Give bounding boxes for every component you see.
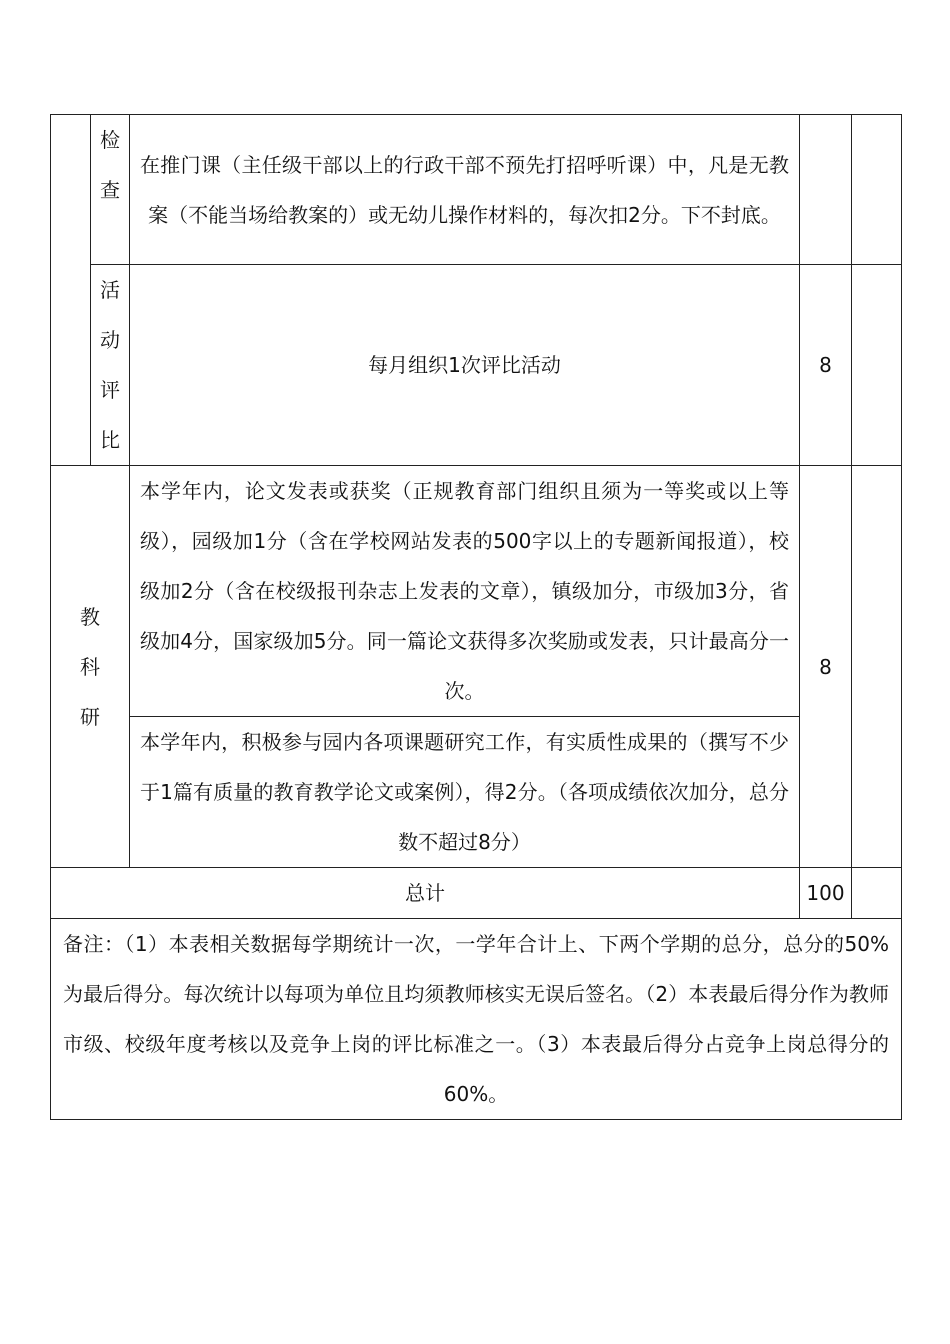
label-char: 教 [80,604,100,629]
total-score: 100 [800,868,852,919]
activity-label [91,265,130,466]
inspection-row [51,115,902,265]
total-row [51,868,902,919]
label-char: 评 [100,378,120,402]
category-cell-continued [51,115,91,466]
label-char: 比 [100,428,120,452]
research-row-1 [51,466,902,717]
note-row [51,919,902,1120]
research-remark [852,466,902,868]
activity-score: 8 [800,265,852,466]
label-char: 动 [100,328,120,352]
research-content-2: 本学年内，积极参与园内各项课题研究工作，有实质性成果的（撰写不少于1篇有质量的教育教学论文或案例），得2分。（各项成绩依次加分，总分数不超过8分） [130,717,800,868]
inspection-remark [852,115,902,265]
activity-row [51,265,902,466]
total-remark [852,868,902,919]
research-row-2 [51,717,902,868]
inspection-content: 在推门课（主任级干部以上的行政干部不预先打招呼听课）中，凡是无教案（不能当场给教案的）或无幼儿操作材料的，每次扣2分。下不封底。 [130,115,800,265]
activity-remark [852,265,902,466]
label-char: 科 [80,654,100,679]
total-label: 总计 [51,868,800,919]
evaluation-table [50,114,902,1120]
research-label [51,466,130,868]
research-score: 8 [800,466,852,868]
activity-content: 每月组织1次评比活动 [130,265,800,466]
label-char: 研 [80,704,100,729]
label-char: 查 [100,178,120,202]
inspection-label [91,115,130,265]
label-char: 检 [100,128,120,152]
research-content-1: 本学年内，论文发表或获奖（正规教育部门组织且须为一等奖或以上等级），园级加1分（含在学校网站发表的500字以上的专题新闻报道），校级加2分（含在校级报刊杂志上发表的文章），镇级加分，市级加3分，省级加4分，国家级加5分。同一篇论文获得多次奖励或发表，只计最高分一次。 [130,466,800,717]
inspection-score [800,115,852,265]
label-char: 活 [100,278,120,302]
note-text: 备注：（1）本表相关数据每学期统计一次，一学年合计上、下两个学期的总分，总分的50%为最后得分。每次统计以每项为单位且均须教师核实无误后签名。（2）本表最后得分作为教师市级、校级年度考核以及竞争上岗的评比标准之一。（3）本表最后得分占竞争上岗总得分的60%。 [51,919,902,1120]
